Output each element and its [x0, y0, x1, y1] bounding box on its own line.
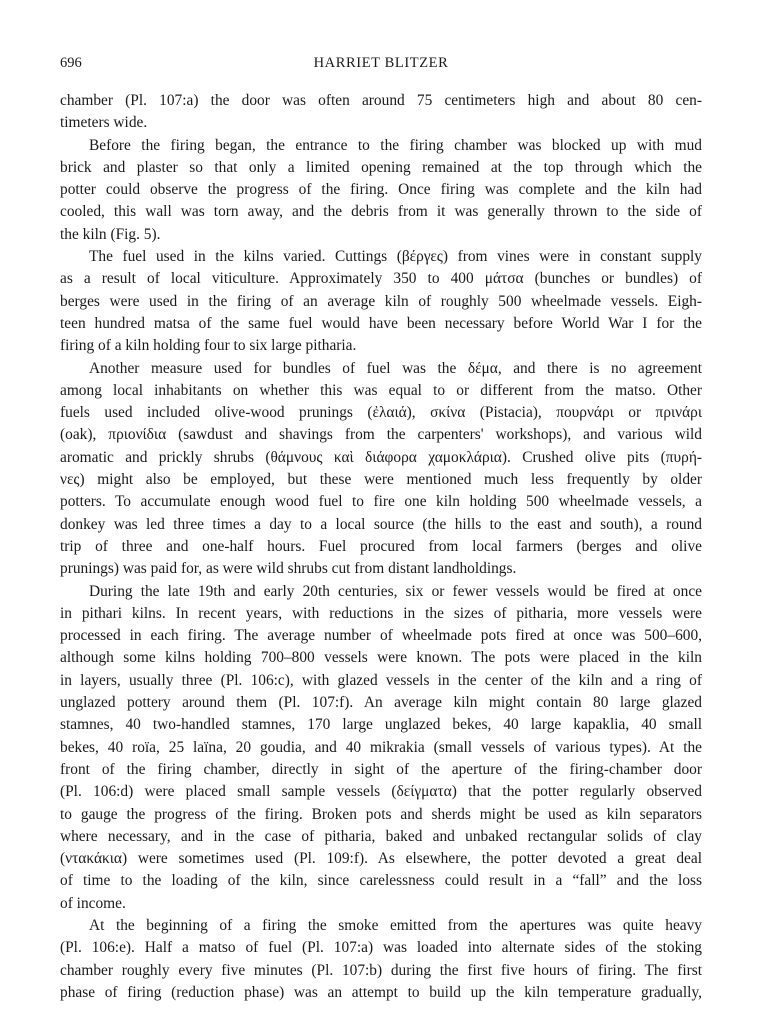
text-line [60, 246, 702, 268]
text-line [60, 491, 702, 513]
text-line-content: At the beginning of a firing the smoke emitted from the apertures was quite heavy [89, 916, 702, 934]
text-line [60, 447, 702, 469]
text-line [60, 870, 702, 892]
text-line [60, 714, 702, 736]
text-line-content: berges were used in the firing of an average kiln of roughly 500 wheelmade vessels. Eigh- [60, 292, 702, 310]
text-line [60, 558, 702, 580]
text-line [60, 90, 702, 112]
text-line-content: timeters wide. [60, 114, 148, 132]
text-line [60, 112, 702, 134]
text-line-content: (oak), πριονίδια (sawdust and shavings from the carpenters' workshops), and various wild [60, 426, 702, 444]
text-line-content: (ντακάκια) were sometimes used (Pl. 109:f). As elsewhere, the potter devoted a great deal [60, 850, 702, 868]
body-text [60, 90, 702, 1004]
text-line-content: The fuel used in the kilns varied. Cuttings (βέργες) from vines were in constant supply [89, 248, 702, 266]
text-line-content: chamber roughly every five minutes (Pl. 107:b) during the first five hours of firing. The first [60, 961, 702, 979]
text-line [60, 804, 702, 826]
text-line-content: νες) might also be employed, but these were mentioned much less frequently by older [60, 471, 702, 489]
text-line-content: trip of three and one-half hours. Fuel procured from local farmers (berges and olive [60, 537, 702, 555]
text-line-content: front of the firing chamber, directly in sight of the aperture of the firing-chamber door [60, 760, 702, 778]
text-line-content: of income. [60, 894, 126, 912]
text-line [60, 380, 702, 402]
text-line [60, 937, 702, 959]
text-line [60, 268, 702, 290]
text-line [60, 960, 702, 982]
text-line-content: potters. To accumulate enough wood fuel to fire one kiln holding 500 wheelmade vessels, a [60, 493, 702, 511]
text-line-content: donkey was led three times a day to a local source (the hills to the east and south), a round [60, 515, 702, 533]
text-line-content: unglazed pottery around them (Pl. 107:f). An average kiln might contain 80 large glazed [60, 694, 702, 712]
text-line-content: brick and plaster so that only a limited opening remained at the top through which the [60, 158, 702, 176]
text-line-content: the kiln (Fig. 5). [60, 225, 161, 243]
text-line [60, 335, 702, 357]
text-line [60, 603, 702, 625]
text-line [60, 536, 702, 558]
text-line-content: stamnes, 40 two-handled stamnes, 170 large unglazed bekes, 40 large kapaklia, 40 small [60, 716, 702, 734]
text-line-content: as a result of local viticulture. Approximately 350 to 400 μάτσα (bunches or bundles) of [60, 270, 702, 288]
text-line [60, 424, 702, 446]
text-line [60, 313, 702, 335]
running-head-author: HARRIET BLITZER [313, 55, 449, 71]
text-line-content: cooled, this wall was torn away, and the debris from it was generally thrown to the side of [60, 203, 702, 221]
text-line [60, 581, 702, 603]
text-line-content: fuels used included olive-wood prunings (ἐλαιά), σκίνα (Pistacia), πουρνάρι or πρινάρι [60, 404, 702, 422]
text-line [60, 402, 702, 424]
running-head [60, 53, 702, 73]
text-line-content: in pithari kilns. In recent years, with reductions in the sizes of pitharia, more vessels were [60, 604, 702, 622]
text-line-content: firing of a kiln holding four to six large pitharia. [60, 337, 357, 355]
text-line [60, 291, 702, 313]
text-line-content: Before the firing began, the entrance to the firing chamber was blocked up with mud [89, 136, 702, 154]
text-line-content: potter could observe the progress of the firing. Once firing was complete and the kiln had [60, 181, 702, 199]
text-line [60, 826, 702, 848]
text-line [60, 759, 702, 781]
text-line-content: processed in each firing. The average number of wheelmade pots fired at once was 500–600, [60, 627, 702, 645]
text-line [60, 737, 702, 759]
text-line [60, 514, 702, 536]
text-line-content: chamber (Pl. 107:a) the door was often around 75 centimeters high and about 80 cen- [60, 92, 702, 109]
text-line [60, 224, 702, 246]
text-line-content: teen hundred matsa of the same fuel would have been necessary before World War I for the [60, 314, 702, 332]
text-line [60, 692, 702, 714]
text-line-content: although some kilns holding 700–800 vessels were known. The pots were placed in the kiln [60, 649, 702, 667]
text-line [60, 201, 702, 223]
text-line [60, 157, 702, 179]
text-line-content: During the late 19th and early 20th centuries, six or fewer vessels would be fired at once [89, 582, 702, 600]
text-line-content: where necessary, and in the case of pitharia, baked and unbaked rectangular solids of clay [60, 827, 702, 845]
text-line-content: (Pl. 106:e). Half a matso of fuel (Pl. 107:a) was loaded into alternate sides of the stoking [60, 939, 702, 957]
text-line [60, 848, 702, 870]
text-line-content: in layers, usually three (Pl. 106:c), with glazed vessels in the center of the kiln and a ring of [60, 671, 702, 689]
text-line [60, 469, 702, 491]
text-line-content: of time to the loading of the kiln, since carelessness could result in a “fall” and the loss [60, 872, 702, 890]
text-line [60, 982, 702, 1004]
text-line-content: among local inhabitants on whether this was equal to or different from the matso. Other [60, 381, 702, 399]
text-line [60, 670, 702, 692]
text-line-content: (Pl. 106:d) were placed small sample vessels (δείγματα) that the potter regularly observed [60, 783, 702, 801]
text-line [60, 647, 702, 669]
text-line-content: aromatic and prickly shrubs (θάμνους καὶ διάφορα χαμοκλάρια). Crushed olive pits (πυρή- [60, 448, 702, 466]
text-line-content: prunings) was paid for, as were wild shrubs cut from distant landholdings. [60, 560, 517, 578]
text-line [60, 781, 702, 803]
text-line [60, 893, 702, 915]
page-number: 696 [60, 55, 82, 71]
text-line [60, 358, 702, 380]
text-line-content: phase of firing (reduction phase) was an attempt to build up the kiln temperature gradually, [60, 983, 702, 1001]
text-line-content: bekes, 40 roïa, 25 laïna, 20 goudia, and 40 mikrakia (small vessels of various types). At the [60, 738, 702, 756]
text-line [60, 625, 702, 647]
text-line-content: Another measure used for bundles of fuel was the δέμα, and there is no agreement [89, 359, 702, 377]
text-line [60, 915, 702, 937]
text-line [60, 179, 702, 201]
text-line-content: to gauge the progress of the firing. Broken pots and sherds might be used as kiln separators [60, 805, 702, 823]
text-line [60, 135, 702, 157]
